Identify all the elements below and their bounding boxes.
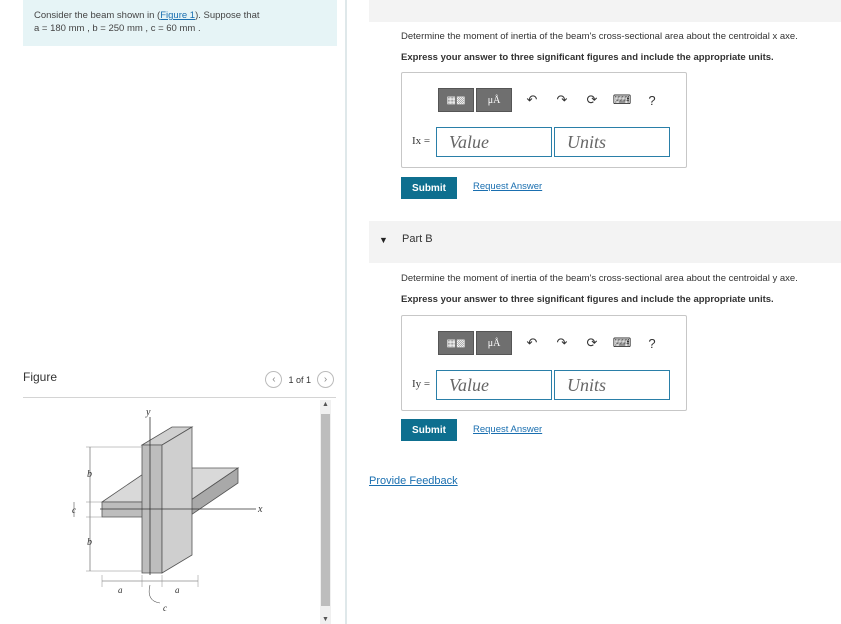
part-a-value-input[interactable]: Value [436,127,552,157]
label-a-left: a [118,585,123,595]
problem-text-prefix: Consider the beam shown in ( [34,10,161,21]
problem-statement [23,0,337,46]
part-b-answer-box [401,315,687,411]
problem-text-suffix: ). Suppose that [195,10,260,21]
scroll-thumb[interactable] [321,414,330,606]
part-b-eq-label: Iy = [412,378,431,390]
part-a-header-strip [369,0,841,22]
part-a-submit-button[interactable]: Submit [401,177,457,199]
part-b-instruction: Express your answer to three significant figures and include the appropriate units. [401,294,774,305]
reset-icon[interactable]: ⟳ [586,335,598,350]
problem-values: a = 180 mm , b = 250 mm , c = 60 mm . [34,23,201,34]
part-a-answer-box [401,72,687,168]
figure-link[interactable]: Figure 1 [160,10,196,21]
scroll-up-icon[interactable]: ▲ [322,401,329,408]
label-c-left: c [72,505,76,515]
part-a-request-answer-link[interactable]: Request Answer [473,181,543,192]
part-b-units-input[interactable]: Units [554,370,670,400]
part-b-label: Part B [402,233,433,245]
part-b-value-input[interactable]: Value [436,370,552,400]
figure-pager [265,371,334,388]
figure-title: Figure [23,370,58,384]
prev-figure-button[interactable]: ‹ [265,371,282,388]
part-a-eq-label: Ix = [412,135,431,147]
help-icon[interactable]: ? [648,335,656,351]
beam-figure [60,405,280,617]
label-y: y [146,407,151,418]
reset-icon[interactable]: ⟳ [586,92,598,107]
part-a-units-input[interactable]: Units [554,127,670,157]
figure-scrollbar[interactable] [320,400,331,624]
templates-icon[interactable]: ▦▩ [438,88,474,112]
part-b-toolbar [438,330,664,356]
mu-symbol-button[interactable]: μÅ [476,88,512,112]
part-a-instruction: Express your answer to three significant figures and include the appropriate units. [401,52,774,63]
collapse-arrow-icon[interactable]: ▼ [379,235,388,245]
label-c-bottom: c [163,603,167,613]
part-b-request-answer-link[interactable]: Request Answer [473,424,543,435]
left-panel [0,0,345,624]
right-panel [347,0,841,624]
provide-feedback-link[interactable]: Provide Feedback [369,475,458,487]
part-b-header[interactable] [369,221,841,263]
label-a-right: a [175,585,180,595]
label-b-top: b [87,469,92,480]
label-b-bottom: b [87,537,92,548]
keyboard-icon[interactable]: ⌨ [612,92,632,107]
keyboard-icon[interactable]: ⌨ [612,335,632,350]
redo-icon[interactable]: ↷ [556,335,568,350]
scroll-down-icon[interactable]: ▼ [322,616,329,623]
part-a-toolbar [438,87,664,113]
next-figure-button[interactable]: › [317,371,334,388]
figure-header [23,368,336,398]
part-a-question: Determine the moment of inertia of the beam's cross-sectional area about the centroidal x axe. [401,31,798,42]
label-x: x [258,504,263,515]
undo-icon[interactable]: ↶ [526,92,538,107]
part-b-submit-button[interactable]: Submit [401,419,457,441]
redo-icon[interactable]: ↷ [556,92,568,107]
part-b-question: Determine the moment of inertia of the beam's cross-sectional area about the centroidal y axe. [401,273,798,284]
figure-page-count: 1 of 1 [288,374,311,385]
undo-icon[interactable]: ↶ [526,335,538,350]
templates-icon[interactable]: ▦▩ [438,331,474,355]
mu-symbol-button[interactable]: μÅ [476,331,512,355]
help-icon[interactable]: ? [648,92,656,108]
